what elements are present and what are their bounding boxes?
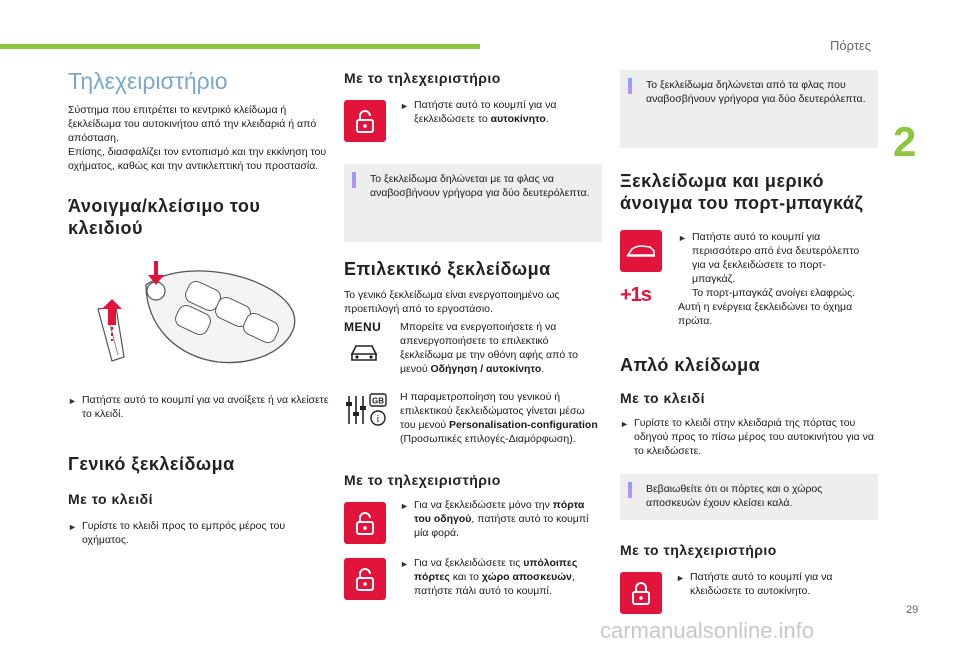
arrow-bullet-icon: ► <box>68 396 77 406</box>
lock-remote-heading: Με το τηλεχειριστήριο <box>620 542 777 558</box>
info-doors-text: Βεβαιωθείτε ότι οι πόρτες και ο χώρος αποσκευών έχουν κλείσει καλά. <box>646 483 823 509</box>
page-title: Τηλεχειριστήριο <box>68 68 228 94</box>
info-icon <box>628 78 646 140</box>
driver-door-block <box>344 499 602 544</box>
other-doors-instruction <box>400 556 590 600</box>
lock-remote-instruction <box>676 570 866 614</box>
key-instruction <box>68 519 330 547</box>
top-accent-bar <box>0 44 480 49</box>
car-front-icon <box>348 342 380 364</box>
trunk-icon-group <box>620 230 678 328</box>
key-instruction-text: Γυρίστε το κλειδί προς το εμπρός μέρος του οχήματος. <box>82 520 286 546</box>
info-top-text: Το ξεκλείδωμα δηλώνεται από τα φλας που αναβοσβήνουν γρήγορα για δύο δευτερόλεπτα. <box>646 79 866 105</box>
chapter-number: 2 <box>893 118 917 165</box>
lock-with-key-heading: Με το κλειδί <box>620 390 706 406</box>
lock-key-instruction <box>620 416 878 458</box>
config-block <box>344 390 602 446</box>
settings-sliders-icon <box>344 390 400 446</box>
remote-selective-heading: Με το τηλεχειριστήριο <box>344 472 501 488</box>
intro-paragraph-2: Επίσης, διασφαλίζει τον εντοπισμό και την εκκίνηση του οχήματος, καθώς και την αντικλεπτική του προστασία. <box>68 146 327 172</box>
unlock-block <box>344 100 602 142</box>
simple-lock-heading: Απλό κλείδωμα <box>620 355 761 375</box>
arrow-bullet-icon: ► <box>400 101 409 111</box>
arrow-bullet-icon: ► <box>620 419 629 429</box>
other-doors-text: Για να ξεκλειδώσετε τις υπόλοιπες πόρτες και το χώρο αποσκευών, πατήστε πάλι αυτό το κουμπί. <box>414 557 578 597</box>
column-1 <box>68 62 330 547</box>
unlock-padlock-icon <box>344 100 386 142</box>
arrow-bullet-icon: ► <box>678 233 687 243</box>
unlock-instruction-text: Πατήστε αυτό το κουμπί για να ξεκλειδώσετε το αυτοκίνητο. <box>414 99 557 125</box>
trunk-note-1: Το πορτ-μπαγκάζ ανοίγει ελαφρώς. <box>692 287 856 299</box>
watermark: carmanualsonline.info <box>600 618 815 643</box>
info-box-flash <box>344 164 602 242</box>
driver-door-text: Για να ξεκλειδώσετε μόνο την πόρτα του οδηγού, πατήστε αυτό το κουμπί μία φορά. <box>414 499 589 539</box>
arrow-bullet-icon: ► <box>676 573 685 583</box>
menu-label: MENU <box>344 320 382 334</box>
lock-key-instruction-text: Γυρίστε το κλειδί στην κλειδαριά της πόρτας του οδηγού προς το πίσω μέρος του αυτοκινήτου για να το κλειδώσετε. <box>634 417 874 457</box>
unlock-padlock-icon <box>344 502 386 544</box>
intro-paragraph-1: Σύστημα που επιτρέπει το κεντρικό κλείδωμα ή ξεκλείδωμα του αυτοκινήτου από την κλειδαριά ή από απόσταση. <box>68 104 317 144</box>
menu-text: Μπορείτε να ενεργοποιήσετε ή να απενεργοποιήσετε το επιλεκτικό ξεκλείδωμα με την οθόνη αφής από το μενού Οδήγηση / αυτοκίνητο. <box>400 321 578 375</box>
car-trunk-icon <box>620 230 662 272</box>
fold-key-heading: Άνοιγμα/κλείσιμο του κλειδιού <box>68 196 261 238</box>
remote-heading: Με το τηλεχειριστήριο <box>344 70 501 86</box>
unlock-instruction <box>400 98 580 142</box>
info-flash-text: Το ξεκλείδωμα δηλώνεται με τα φλας να αναβοσβήνουν γρήγορα για δύο δευτερόλεπτα. <box>370 173 590 199</box>
one-second-badge: +1s <box>620 284 651 306</box>
menu-icon-group <box>344 320 400 376</box>
column-3 <box>620 62 878 614</box>
trunk-block <box>620 230 878 328</box>
lock-padlock-icon <box>620 572 662 614</box>
trunk-instruction-text: Πατήστε αυτό το κουμπί για περισσότερο από ένα δευτερόλεπτο για να ξεκλειδώσετε το πορτ-μπαγκάζ. <box>692 231 860 285</box>
column-2 <box>344 62 602 600</box>
info-icon <box>352 172 370 234</box>
arrow-bullet-icon: ► <box>68 522 77 532</box>
fold-instruction-text: Πατήστε αυτό το κουμπί για να ανοίξετε ή να κλείσετε το κλειδί. <box>82 394 329 420</box>
driver-door-instruction <box>400 498 590 544</box>
selective-intro: Το γενικό ξεκλείδωμα είναι ενεργοποιημένο ως προεπιλογή από το εργοστάσιο. <box>344 289 560 315</box>
page-number: 29 <box>906 604 919 616</box>
svg-text:i: i <box>376 414 380 425</box>
fold-instruction <box>68 393 330 421</box>
lock-block <box>620 572 878 614</box>
arrow-bullet-icon: ► <box>400 501 409 511</box>
with-key-heading: Με το κλειδί <box>68 491 154 507</box>
partial-open-heading: Ξεκλείδωμα και μερικό άνοιγμα του πορτ-μπαγκάζ <box>620 171 864 213</box>
unlock-padlock-icon <box>344 558 386 600</box>
trunk-text-group <box>678 230 868 328</box>
menu-block <box>344 320 602 376</box>
selective-unlock-heading: Επιλεκτικό ξεκλείδωμα <box>344 259 551 279</box>
general-unlock-heading: Γενικό ξεκλείδωμα <box>68 454 235 474</box>
arrow-bullet-icon: ► <box>400 559 409 569</box>
lock-remote-text: Πατήστε αυτό το κουμπί για να κλειδώσετε το αυτοκίνητο. <box>690 571 833 597</box>
trunk-note-2: Αυτή η ενέργεια ξεκλειδώνει το όχημα πρώτα. <box>678 301 853 327</box>
info-box-top <box>620 70 878 148</box>
section-label: Πόρτες <box>830 38 872 53</box>
svg-text:GB: GB <box>372 396 384 406</box>
other-doors-block <box>344 558 602 600</box>
info-icon <box>628 482 646 512</box>
config-text: Η παραμετροποίηση του γενικού ή επιλεκτικού ξεκλειδώματος γίνεται μέσω του μενού Personalisation-configuration (Προσωπικές επιλογές-Διαμόρφωση). <box>400 391 598 445</box>
remote-key-icon <box>68 257 330 377</box>
key-illustration <box>68 257 330 377</box>
trunk-instruction <box>678 230 868 286</box>
info-box-doors <box>620 474 878 520</box>
